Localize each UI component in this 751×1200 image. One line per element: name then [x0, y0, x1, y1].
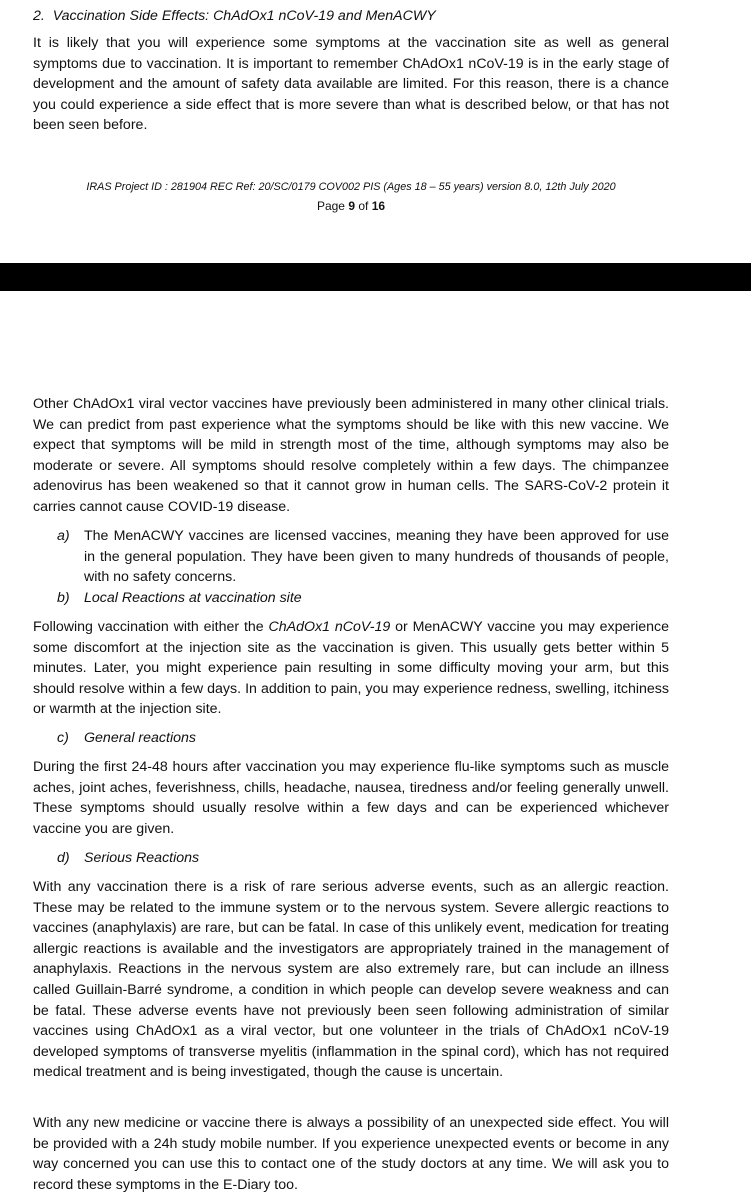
new-medicine-paragraph: With any new medicine or vaccine there is always a possibility of an unexpected side effect. You will be provided with a 24h study mobile number. If you experience unexpected events or become in any way concerned you can use this to contact one of the study doctors at any time. We will ask you to record these symptoms in the E-Diary too. [33, 1115, 669, 1193]
list-marker-b: b) [57, 590, 70, 606]
page-total: 16 [371, 199, 386, 213]
list-marker-d: d) [57, 850, 70, 866]
local-vaccine-name: ChAdOx1 nCoV-19 [268, 619, 391, 635]
subheading-serious-reactions [57, 848, 669, 869]
page-prefix: Page [316, 199, 349, 213]
general-reactions-paragraph: During the first 24-48 hours after vaccination you may experience flu-like symptoms such as muscle aches, joint aches, feverishness, chills, headache, nausea, tiredness and/or feeling generally unwell. These symptoms should usually resolve within a few days and can be experienced whichever vaccine you are given. [33, 759, 669, 837]
list-item-a [57, 526, 669, 588]
local-reactions-paragraph [33, 617, 669, 720]
list-text-a: The MenACWY vaccines are licensed vaccines, meaning they have been approved for use in the general population. They have been given to many hundreds of thousands of people, with no safety concerns. [84, 528, 669, 586]
intro-paragraph: It is likely that you will experience some symptoms at the vaccination site as well as general symptoms due to vaccination. It is important to remember ChAdOx1 nCoV-19 is in the early stage of development and the amount of safety data available are limited. For this reason, there is a chance you could experience a side effect that is more severe than what is described below, or that has not been seen before. [33, 35, 669, 134]
local-part-2: or MenACWY vaccine you may experience some discomfort at the injection site as the vaccination is given. This usually gets better within 5 minutes. Later, you might experience pain resulting in some difficulty moving your arm, but this should resolve within a few days. In addition to pain, you may experience redness, swelling, itchiness or warmth at the injection site. [33, 619, 669, 718]
subheading-local-reactions [57, 588, 669, 609]
local-part-1: Following vaccination with either the [33, 619, 269, 635]
page-of: of [355, 199, 372, 213]
other-vaccines-paragraph: Other ChAdOx1 viral vector vaccines have previously been administered in many other clinical trials. We can predict from past experience what the symptoms should be like with this new vaccine. We expect that symptoms will be mild in strength most of the time, although symptoms may also be moderate or severe. All symptoms should resolve completely within a few days. The chimpanzee adenovirus has been weakened so that it cannot grow in human cells. The SARS-CoV-2 protein it carries cannot cause COVID-19 disease. [33, 396, 669, 515]
list-marker-c: c) [57, 730, 69, 746]
subheading-general-reactions [57, 728, 669, 749]
list-text-c: General reactions [84, 730, 196, 746]
serious-reactions-paragraph: With any vaccination there is a risk of rare serious adverse events, such as an allergic reaction. These may be related to the immune system or to the nervous system. Severe allergic reactions to vaccines (anaphylaxis) are rare, but can be fatal. In case of this unlikely event, medication for treating allergic reactions is available and the investigators are appropriately trained in the management of anaphylaxis. Reactions in the nervous system are also extremely rare, but can include an illness called Guillain-Barré syndrome, a condition in which people can develop severe weakness and can be fatal. These adverse events have not previously been seen following administration of similar vaccines using ChAdOx1 as a viral vector, but one volunteer in the trials of ChAdOx1 nCoV-19 developed symptoms of transverse myelitis (inflammation in the spinal cord), which has not required medical treatment and is being investigated, though the cause is uncertain. [33, 879, 669, 1081]
page-number [33, 199, 669, 213]
page-break-bar [0, 263, 751, 291]
list-text-d: Serious Reactions [84, 850, 200, 866]
page-current: 9 [348, 199, 355, 213]
list-marker-a: a) [57, 528, 70, 544]
list-text-b: Local Reactions at vaccination site [84, 590, 302, 606]
section-heading: 2. Vaccination Side Effects: ChAdOx1 nCoV-19 and MenACWY [33, 8, 436, 24]
footer-reference: IRAS Project ID : 281904 REC Ref: 20/SC/0179 COV002 PIS (Ages 18 – 55 years) version 8.0, 12th July 2020 [86, 181, 616, 193]
